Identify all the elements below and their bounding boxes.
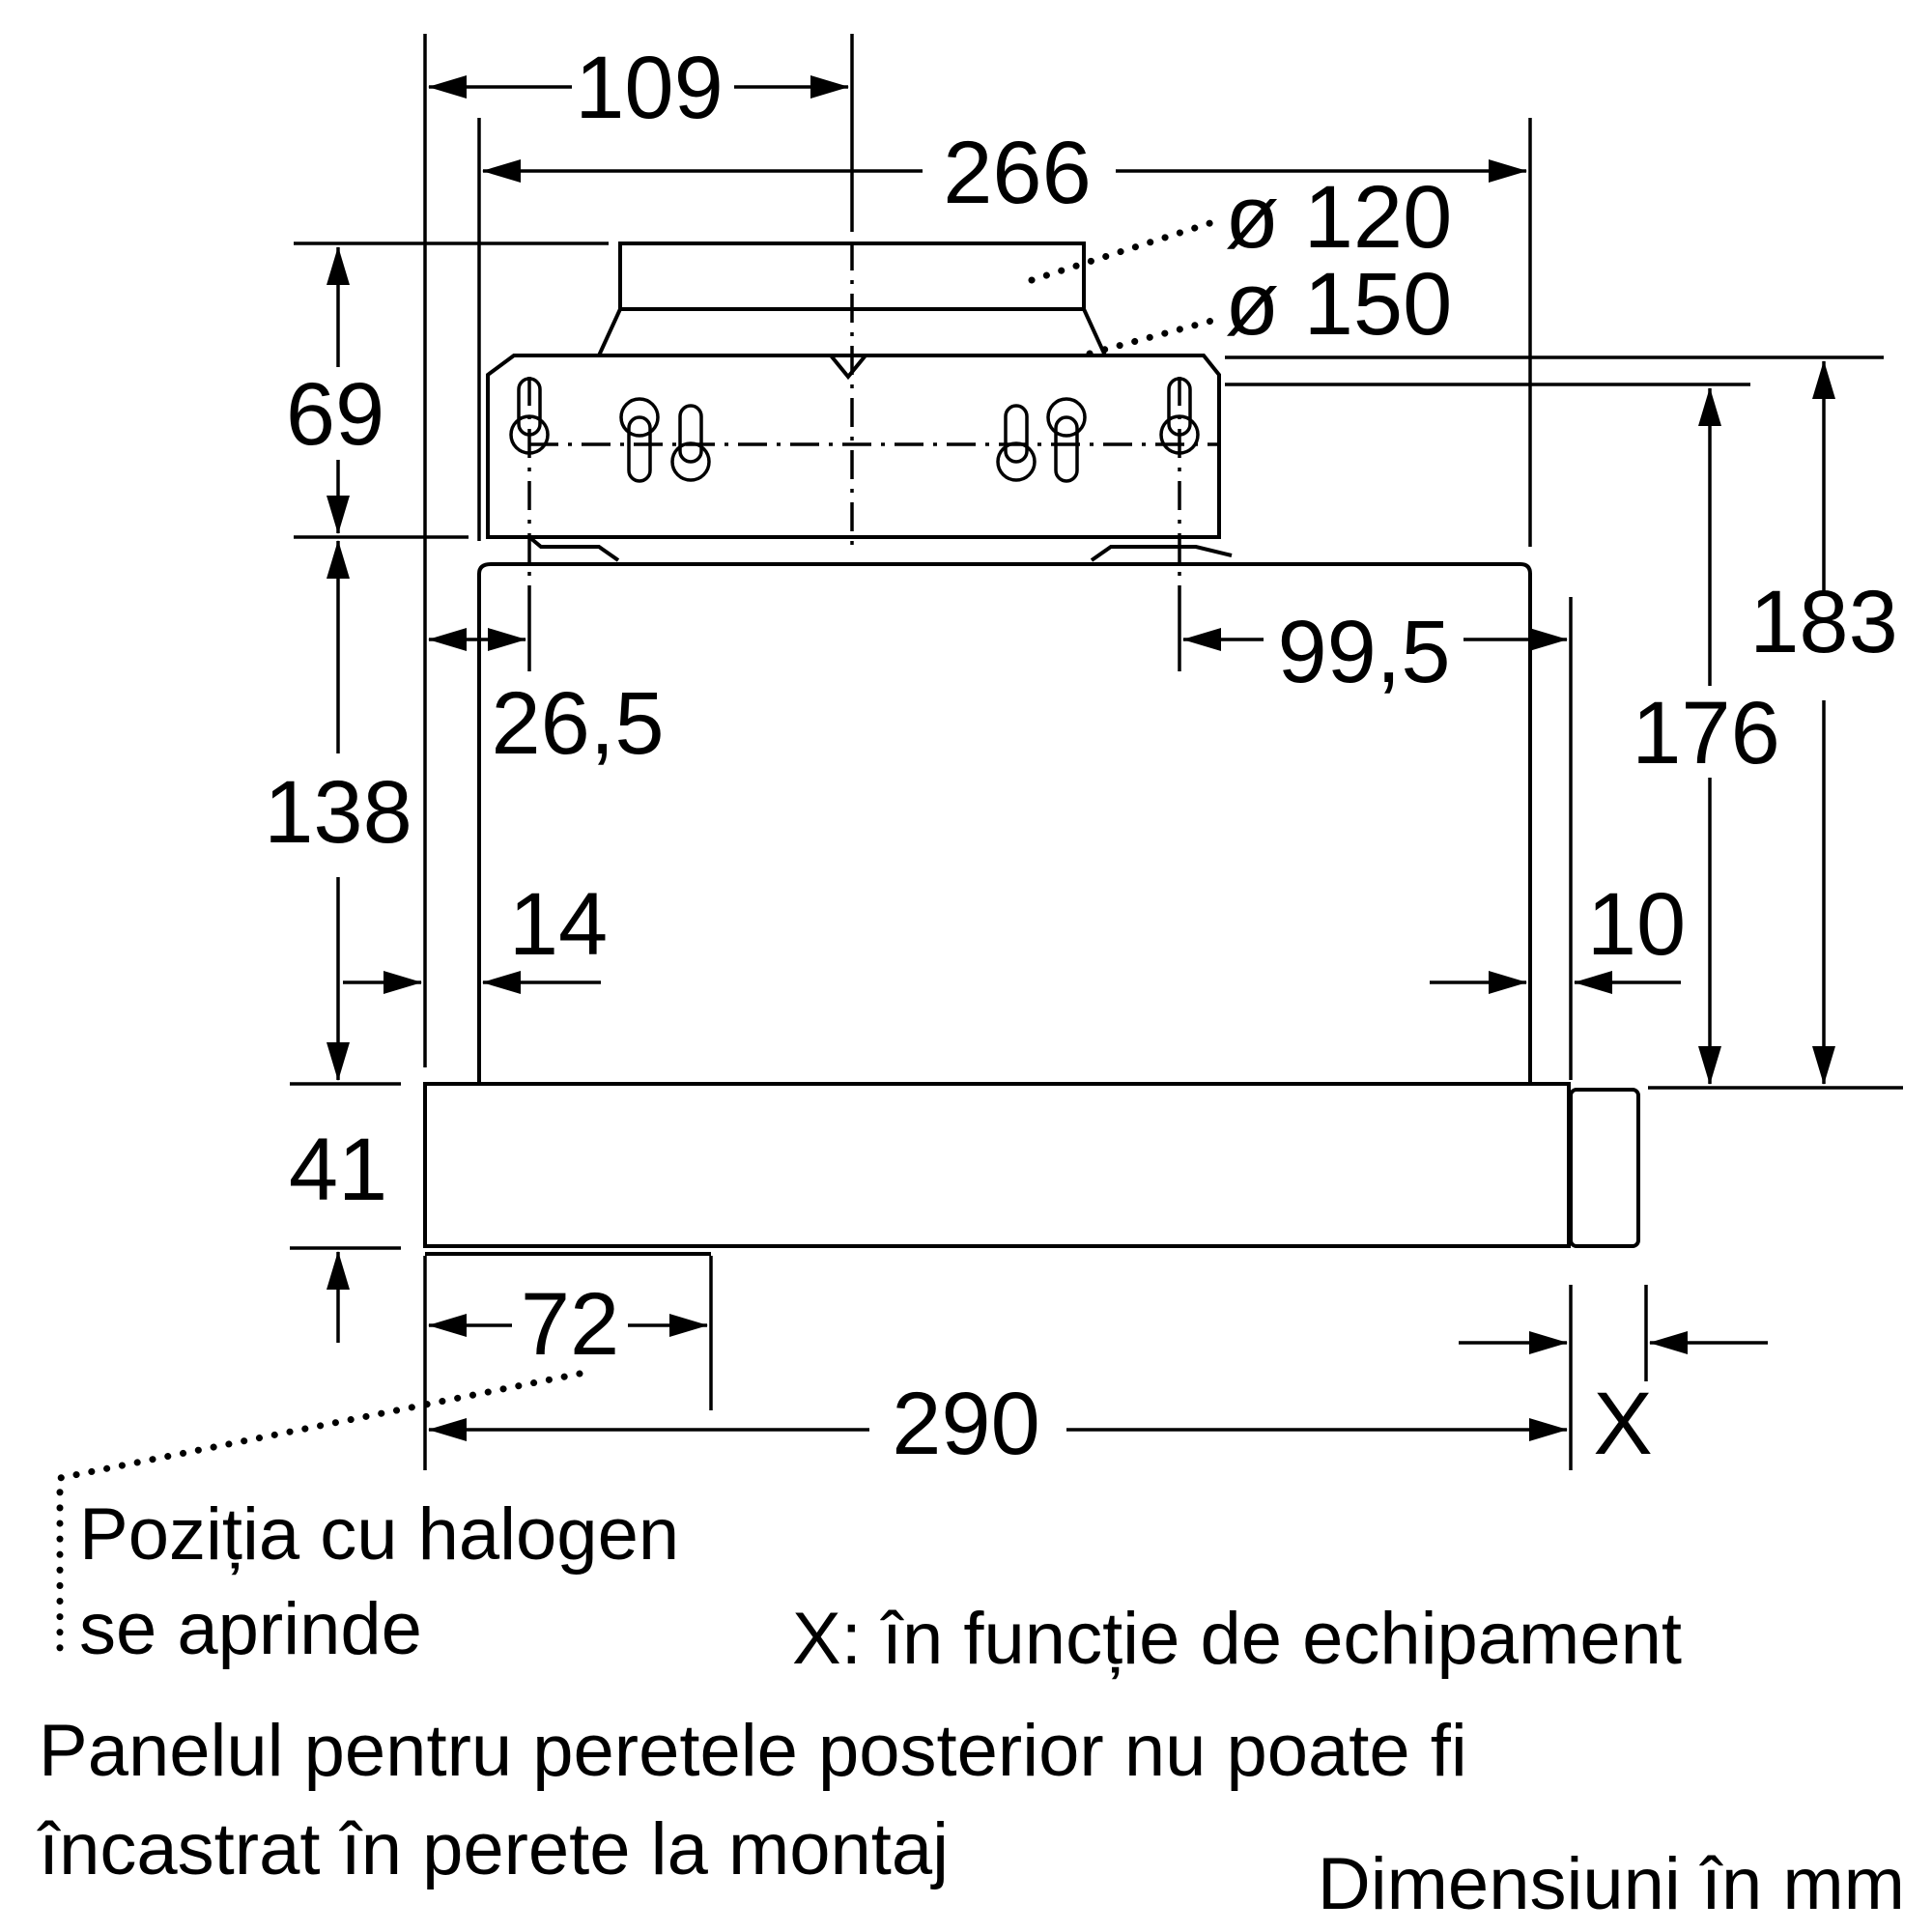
note-units: Dimensiuni în mm [1317, 1843, 1905, 1925]
note-halogen-line2: se aprinde [79, 1588, 422, 1670]
dim-x: X [1593, 1375, 1653, 1473]
mounting-keyholes [511, 379, 1198, 481]
dim-109: 109 [575, 39, 724, 137]
note-panel-line2: încastrat în perete la montaj [39, 1808, 950, 1890]
dim-72: 72 [520, 1275, 620, 1374]
dim-138: 138 [264, 763, 412, 862]
notes [37, 1493, 1905, 1925]
dim-176: 176 [1632, 684, 1780, 782]
note-panel-line1: Panelul pentru peretele posterior nu poate fi [39, 1710, 1467, 1792]
dim-26-5: 26,5 [491, 674, 665, 773]
dimension-labels [264, 39, 1898, 1473]
dim-290: 290 [892, 1375, 1040, 1473]
dim-d120: ø 120 [1225, 168, 1453, 267]
dim-d150: ø 150 [1225, 255, 1453, 354]
dim-69: 69 [285, 365, 385, 464]
dim-183: 183 [1749, 573, 1898, 671]
dim-14: 14 [508, 875, 609, 974]
dim-266: 266 [943, 124, 1092, 222]
dim-41: 41 [288, 1121, 388, 1219]
dim-99-5: 99,5 [1277, 603, 1451, 701]
dim-10: 10 [1586, 875, 1687, 974]
note-x: X: în funcție de echipament [792, 1598, 1683, 1680]
note-halogen-line1: Poziția cu halogen [79, 1493, 680, 1576]
